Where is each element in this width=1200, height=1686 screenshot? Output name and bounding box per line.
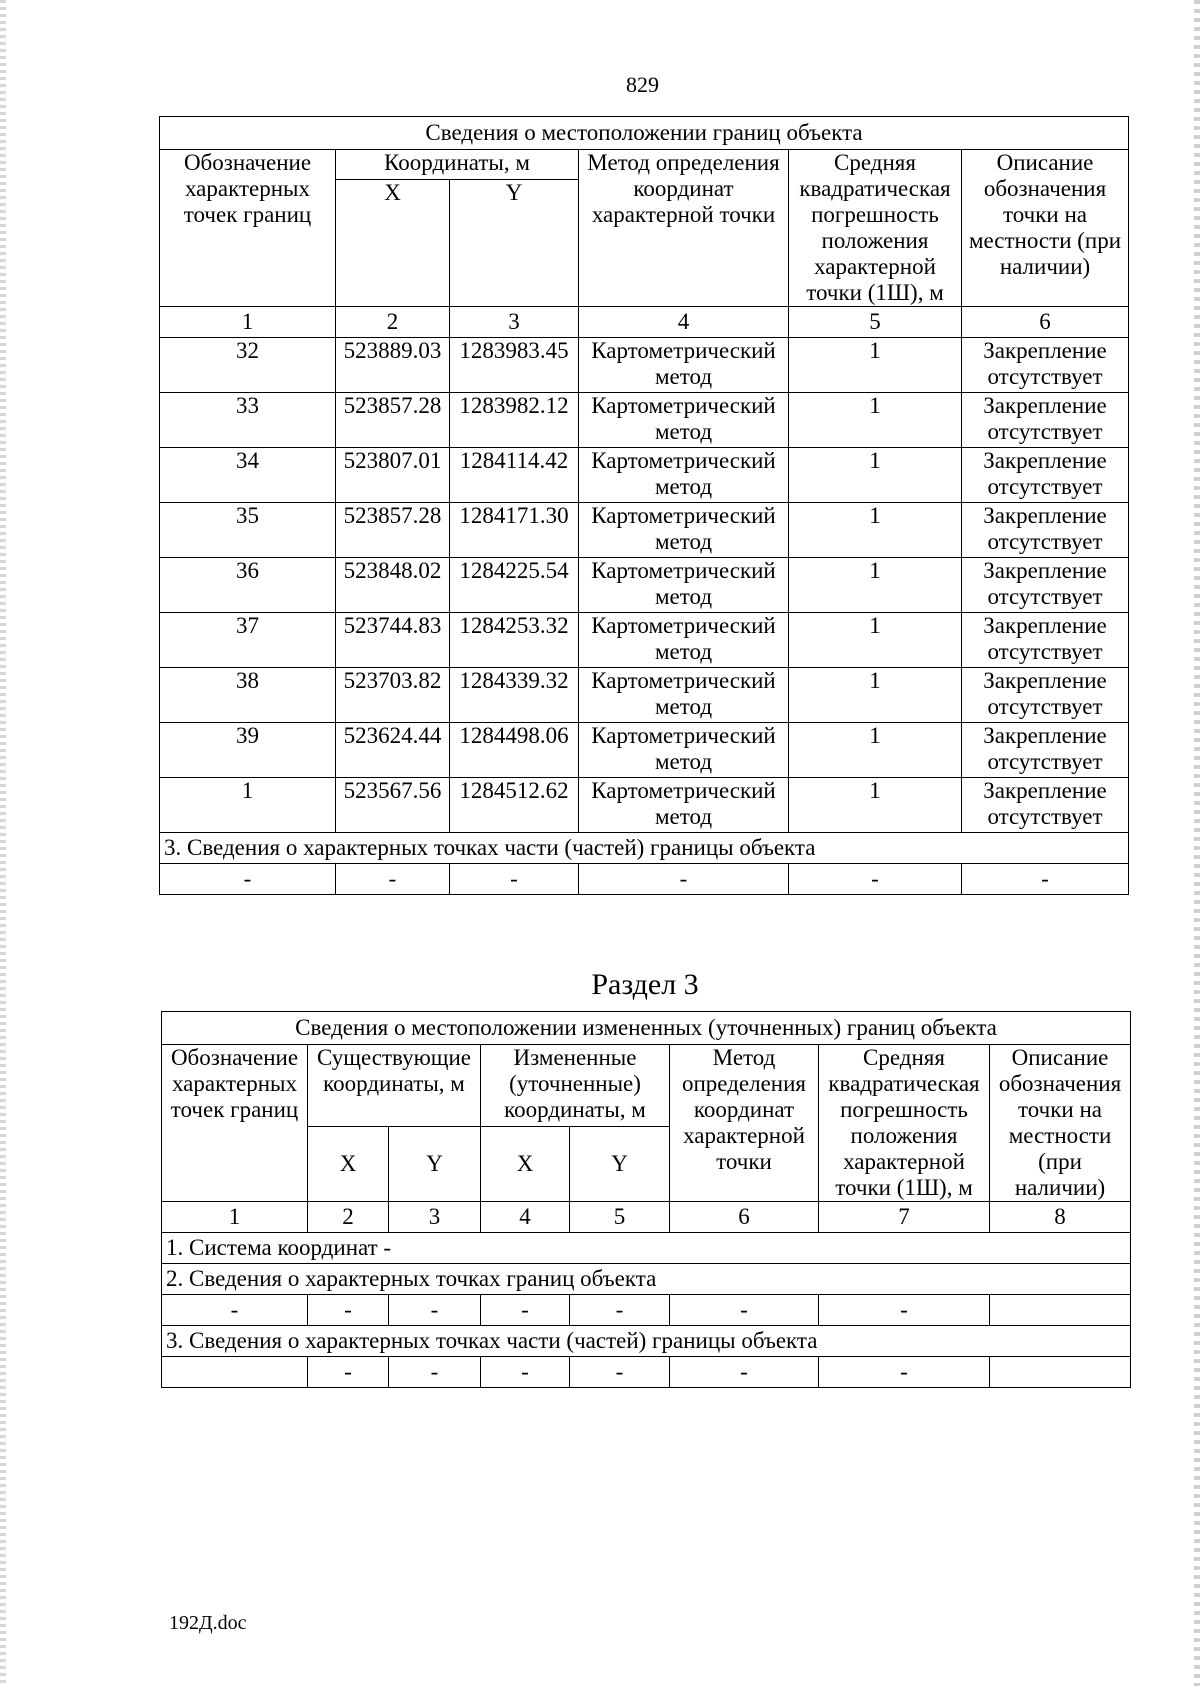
error-cell: 1: [789, 503, 962, 558]
empty-cell: -: [570, 1295, 670, 1326]
empty-cell: -: [670, 1295, 819, 1326]
error-cell: 1: [789, 778, 962, 833]
empty-cell: -: [579, 864, 789, 895]
empty-cell: -: [481, 1357, 570, 1388]
table-row: [160, 338, 1129, 393]
table-title: Сведения о местоположении границ объекта: [160, 117, 1129, 150]
point-cell: 33: [160, 393, 336, 448]
header-error: Средняя квадратическая погрешность положения характерной точки (1Ш), м: [819, 1045, 990, 1202]
header-y: Y: [450, 180, 579, 307]
header-x: X: [308, 1126, 389, 1201]
description-cell: Закрепление отсутствует: [962, 338, 1129, 393]
error-cell: 1: [789, 668, 962, 723]
point-cell: 34: [160, 448, 336, 503]
y-cell: 1284512.62: [450, 778, 579, 833]
column-number: 2: [308, 1202, 389, 1233]
table-row: [160, 448, 1129, 503]
description-cell: Закрепление отсутствует: [962, 448, 1129, 503]
empty-cell: -: [962, 864, 1129, 895]
column-number: 1: [160, 307, 336, 338]
column-number: 1: [162, 1202, 308, 1233]
table-row: [160, 558, 1129, 613]
header-y: Y: [389, 1126, 481, 1201]
x-cell: 523848.02: [336, 558, 450, 613]
header-x: X: [336, 180, 450, 307]
column-number: 3: [389, 1202, 481, 1233]
table-title: Сведения о местоположении измененных (уточненных) границ объекта: [162, 1012, 1131, 1045]
column-number: 7: [819, 1202, 990, 1233]
empty-cell: -: [162, 1295, 308, 1326]
empty-cell: -: [336, 864, 450, 895]
table-row: [162, 1357, 1131, 1388]
empty-cell: -: [308, 1357, 389, 1388]
method-cell: Картометрический метод: [579, 668, 789, 723]
header-error: Средняя квадратическая погрешность положения характерной точки (1Ш), м: [789, 150, 962, 307]
error-cell: 1: [789, 723, 962, 778]
empty-cell: [162, 1357, 308, 1388]
boundary-points-table: [159, 116, 1129, 895]
x-cell: 523857.28: [336, 393, 450, 448]
empty-cell: -: [789, 864, 962, 895]
method-cell: Картометрический метод: [579, 393, 789, 448]
changed-boundaries-table: [161, 1011, 1131, 1388]
x-cell: 523703.82: [336, 668, 450, 723]
description-cell: Закрепление отсутствует: [962, 503, 1129, 558]
y-cell: 1283982.12: [450, 393, 579, 448]
table-row: [160, 613, 1129, 668]
empty-cell: -: [308, 1295, 389, 1326]
method-cell: Картометрический метод: [579, 778, 789, 833]
header-y: Y: [570, 1126, 670, 1201]
empty-cell: -: [450, 864, 579, 895]
table-row: [160, 778, 1129, 833]
points-section-title: 2. Сведения о характерных точках границ объекта: [162, 1264, 1131, 1295]
point-cell: 35: [160, 503, 336, 558]
column-number: 6: [670, 1202, 819, 1233]
method-cell: Картометрический метод: [579, 338, 789, 393]
header-coordinates: Координаты, м: [336, 150, 579, 180]
point-cell: 37: [160, 613, 336, 668]
error-cell: 1: [789, 613, 962, 668]
description-cell: Закрепление отсутствует: [962, 778, 1129, 833]
empty-cell: -: [570, 1357, 670, 1388]
header-point: Обозначение характерных точек границ: [160, 150, 336, 307]
empty-cell: -: [819, 1357, 990, 1388]
y-cell: 1284225.54: [450, 558, 579, 613]
header-point: Обозначение характерных точек границ: [162, 1045, 308, 1202]
column-number: 4: [481, 1202, 570, 1233]
method-cell: Картометрический метод: [579, 723, 789, 778]
y-cell: 1284498.06: [450, 723, 579, 778]
table-row: [160, 393, 1129, 448]
point-cell: 39: [160, 723, 336, 778]
method-cell: Картометрический метод: [579, 558, 789, 613]
header-method: Метод определения координат характерной точки: [579, 150, 789, 307]
file-name-footer: 192Д.doc: [169, 1612, 247, 1634]
page-number: 829: [626, 72, 659, 97]
table-row: [160, 723, 1129, 778]
empty-cell: [990, 1357, 1131, 1388]
method-cell: Картометрический метод: [579, 448, 789, 503]
column-number: 2: [336, 307, 450, 338]
column-number: 5: [570, 1202, 670, 1233]
column-number: 5: [789, 307, 962, 338]
header-method: Метод определения координат характерной точки: [670, 1045, 819, 1202]
header-existing-coordinates: Существующие координаты, м: [308, 1045, 481, 1127]
description-cell: Закрепление отсутствует: [962, 613, 1129, 668]
column-number: 4: [579, 307, 789, 338]
error-cell: 1: [789, 558, 962, 613]
column-number: 3: [450, 307, 579, 338]
table-row: [160, 864, 1129, 895]
x-cell: 523889.03: [336, 338, 450, 393]
table-row: [160, 503, 1129, 558]
description-cell: Закрепление отсутствует: [962, 723, 1129, 778]
error-cell: 1: [789, 338, 962, 393]
empty-cell: -: [819, 1295, 990, 1326]
point-cell: 1: [160, 778, 336, 833]
point-cell: 32: [160, 338, 336, 393]
column-number: 8: [990, 1202, 1131, 1233]
empty-cell: -: [670, 1357, 819, 1388]
error-cell: 1: [789, 448, 962, 503]
empty-cell: [990, 1295, 1131, 1326]
table-row: [160, 668, 1129, 723]
empty-cell: -: [389, 1295, 481, 1326]
parts-section-title: 3. Сведения о характерных точках части (частей) границы объекта: [160, 833, 1129, 864]
description-cell: Закрепление отсутствует: [962, 668, 1129, 723]
header-changed-coordinates: Измененные (уточненные) координаты, м: [481, 1045, 670, 1127]
empty-cell: -: [160, 864, 336, 895]
method-cell: Картометрический метод: [579, 613, 789, 668]
description-cell: Закрепление отсутствует: [962, 558, 1129, 613]
y-cell: 1284253.32: [450, 613, 579, 668]
y-cell: 1284114.42: [450, 448, 579, 503]
y-cell: 1284171.30: [450, 503, 579, 558]
coordinate-system-row: 1. Система координат -: [162, 1233, 1131, 1264]
empty-cell: -: [481, 1295, 570, 1326]
point-cell: 38: [160, 668, 336, 723]
scan-edge-left: [0, 0, 6, 1686]
x-cell: 523567.56: [336, 778, 450, 833]
x-cell: 523857.28: [336, 503, 450, 558]
section-title: Раздел 3: [591, 968, 699, 1001]
table-row: [162, 1295, 1131, 1326]
x-cell: 523744.83: [336, 613, 450, 668]
header-x: X: [481, 1126, 570, 1201]
point-cell: 36: [160, 558, 336, 613]
y-cell: 1283983.45: [450, 338, 579, 393]
column-number: 6: [962, 307, 1129, 338]
description-cell: Закрепление отсутствует: [962, 393, 1129, 448]
method-cell: Картометрический метод: [579, 503, 789, 558]
scan-edge-right: [1194, 0, 1200, 1686]
x-cell: 523807.01: [336, 448, 450, 503]
parts-section-title: 3. Сведения о характерных точках части (частей) границы объекта: [162, 1326, 1131, 1357]
error-cell: 1: [789, 393, 962, 448]
empty-cell: -: [389, 1357, 481, 1388]
header-description: Описание обозначения точки на местности (при наличии): [962, 150, 1129, 307]
header-description: Описание обозначения точки на местности (при наличии): [990, 1045, 1131, 1202]
y-cell: 1284339.32: [450, 668, 579, 723]
x-cell: 523624.44: [336, 723, 450, 778]
